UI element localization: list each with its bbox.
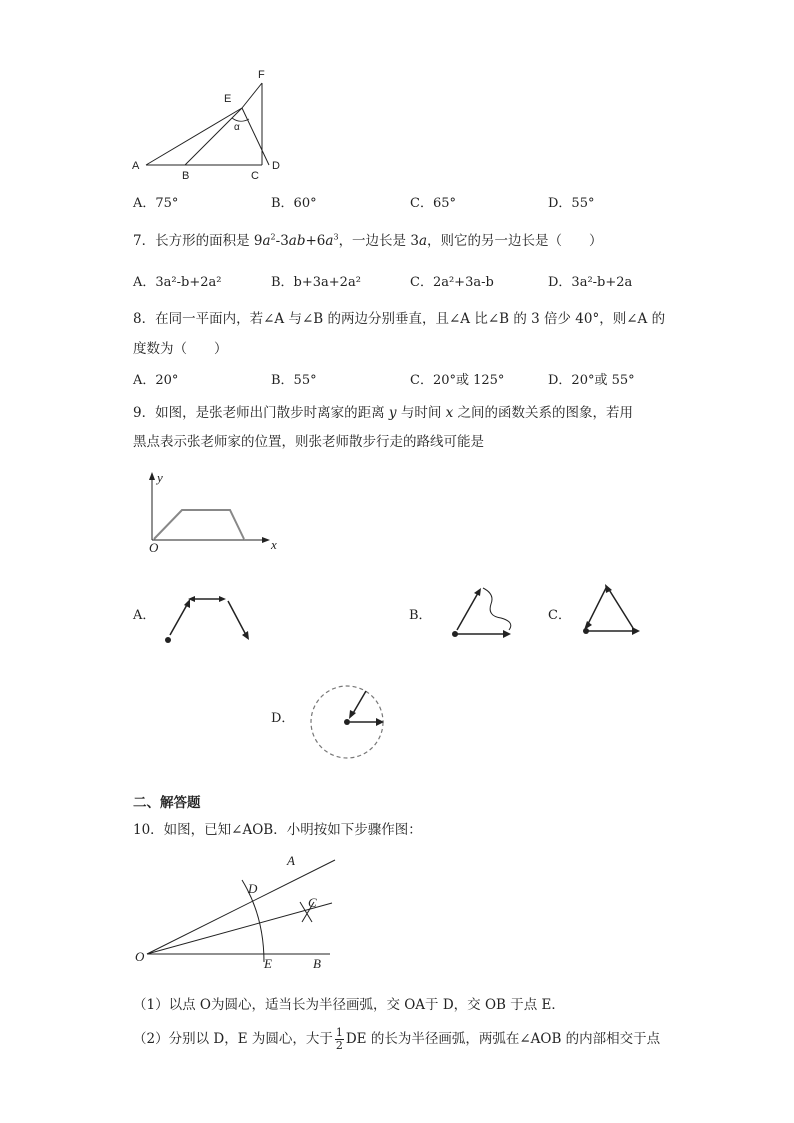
graph-origin-label: O [149,540,159,555]
label-B: B [313,956,321,971]
q8-option-d[interactable]: D．20°或 55° [548,373,635,388]
label-A: A [287,853,295,868]
fraction-numerator: 1 [335,1026,343,1039]
q9-stem-a: 9．如图，是张老师出门散步时离家的距离 [133,405,385,421]
q8-option-b[interactable]: B．55° [271,373,317,388]
q9-option-a-route[interactable] [160,585,260,655]
label-D: D [248,881,258,896]
q10-step1: （1）以点 O为圆心，适当长为半径画弧，交 OA于 D，交 OB 于点 E． [133,997,565,1013]
q9-stem-b: 与时间 [400,405,442,421]
label-B: B [182,170,190,182]
q7-stem-prefix: 7．长方形的面积是 9 [133,233,263,249]
label-D: D [272,160,280,172]
q9-stem-c: 之间的函数关系的图象，若用 [457,405,634,421]
graph-y-label: y [157,470,163,485]
q7-stem-suffix: ，则它的另一边长是（ ） [427,233,603,249]
label-E: E [224,93,232,105]
q9-var-y: y [388,405,397,421]
triangle-figure [128,66,288,186]
label-alpha: α [234,122,240,133]
q9-option-b-label[interactable]: B． [409,608,432,623]
q9-option-b-route[interactable] [445,580,520,645]
q9-option-a-label[interactable]: A． [133,608,156,623]
q9-var-x: x [445,405,454,421]
q9-stem-line1 [133,401,633,421]
q8-stem-line1: 8．在同一平面内，若∠A 与∠B 的两边分别垂直，且∠A 比∠B 的 3 倍少 40°，则∠A 的 [133,311,666,327]
q9-option-c-label[interactable]: C． [548,608,571,623]
q10-angle-figure [130,850,350,975]
q7-stem-mid: ，一边长是 3 [338,233,419,249]
label-F: F [258,69,265,81]
q10-step2 [133,1027,660,1052]
q6-option-a[interactable]: A．75° [133,196,179,211]
q10-step2-a: （2）分别以 D，E 为圆心，大于 [133,1031,333,1047]
label-C: C [308,895,317,910]
q9-stem-line2: 黑点表示张老师家的位置，则张老师散步行走的路线可能是 [133,434,484,450]
q7-stem: 7．长方形的面积是 $9a^2-3ab+6a^3$，一边长是 3a，则它的另一边长是（ ） [133,232,603,249]
label-E: E [264,956,272,971]
q8-option-a[interactable]: A．20° [133,373,179,388]
q9-option-d-route[interactable] [308,683,388,763]
q8-stem-line2: 度数为（ ） [133,341,228,357]
q7-option-d[interactable]: D．3a²-b+2a [548,275,633,290]
q7-option-a[interactable]: A．3a²-b+2a² [133,275,222,290]
q6-option-b[interactable]: B．60° [271,196,317,211]
q7-option-b[interactable]: B．b+3a+2a² [271,275,361,290]
q10-stem: 10．如图，已知∠AOB．小明按如下步骤作图： [133,822,422,838]
q7-option-c[interactable]: C．2a²+3a-b [410,275,494,290]
q9-option-c-route[interactable] [578,580,648,640]
label-C: C [251,170,259,182]
q6-option-d[interactable]: D．55° [548,196,595,211]
fraction-denominator: 2 [335,1039,343,1052]
graph-x-label: x [271,537,277,552]
label-O: O [135,949,145,964]
q9-distance-time-graph [140,468,300,558]
q10-step2-b: DE 的长为半径画弧，两弧在∠AOB 的内部相交于点 [345,1031,661,1047]
q8-option-c[interactable]: C．20°或 125° [410,373,505,388]
label-A: A [132,160,140,172]
q9-option-d-label[interactable]: D． [271,711,295,726]
section-title: 二、解答题 [133,795,201,811]
q6-option-c[interactable]: C．65° [410,196,456,211]
fraction-one-half [335,1027,344,1052]
